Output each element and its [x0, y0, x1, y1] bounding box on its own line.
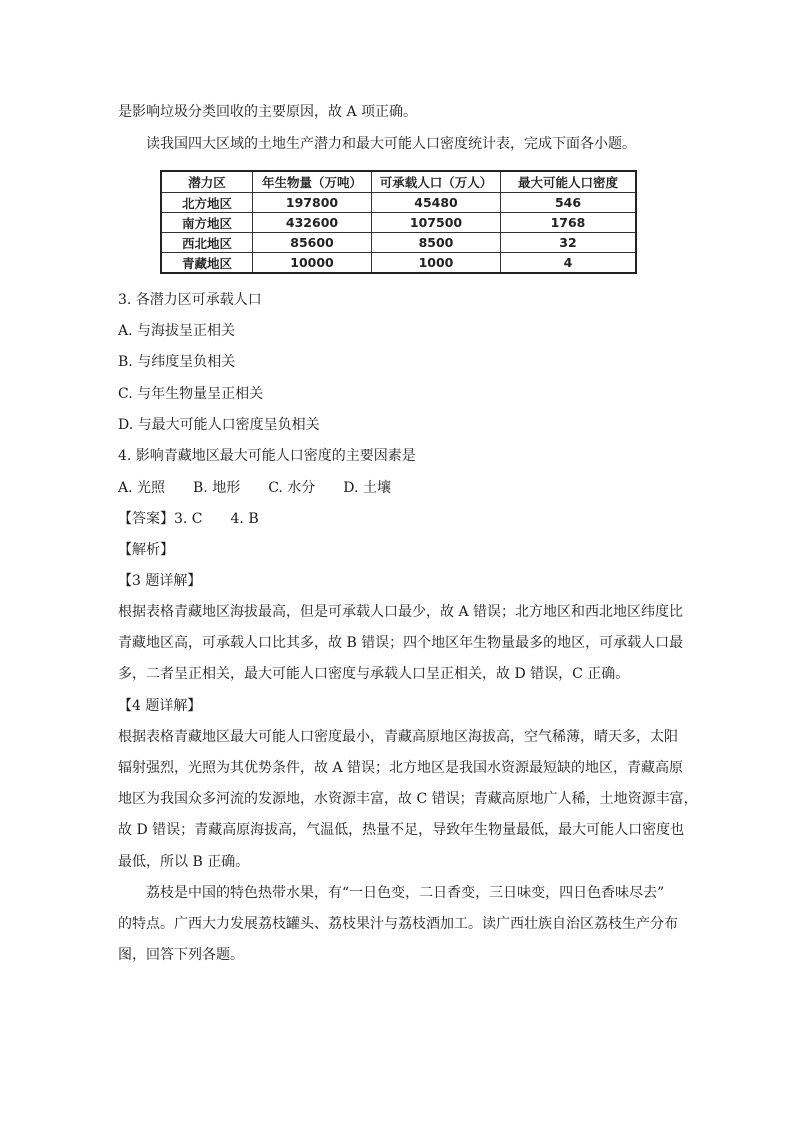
litchi-intro-line: 的特点。广西大力发展荔枝罐头、荔枝果汁与荔枝酒加工。读广西壮族自治区荔枝生产分布 — [118, 916, 678, 932]
table-row — [161, 193, 636, 213]
paragraph-continuation: 是影响垃圾分类回收的主要原因，故 A 项正确。 — [118, 104, 418, 120]
table-intro: 读我国四大区域的土地生产潜力和最大可能人口密度统计表，完成下面各小题。 — [146, 136, 636, 152]
question-3-option-a: A. 与海拔呈正相关 — [118, 323, 236, 339]
question-4-detail-line: 根据表格青藏地区最大可能人口密度最小，青藏高原地区海拔高，空气稀薄，晴天多，太阳 — [118, 729, 678, 745]
question-3-detail-heading: 【3 题详解】 — [118, 573, 202, 589]
question-3-option-b: B. 与纬度呈负相关 — [118, 354, 236, 370]
header-cell: 可承载人口（万人） — [372, 171, 501, 193]
question-4-detail-line: 故 D 错误；青藏高原海拔高，气温低，热量不足，导致年生物量最低，最大可能人口密度也 — [118, 822, 685, 838]
question-4-detail-heading: 【4 题详解】 — [118, 698, 202, 714]
table-cell: 1000 — [372, 253, 501, 274]
question-3-detail-line: 青藏地区高，可承载人口比其多，故 B 错误；四个地区年生物量最多的地区，可承载人口最 — [118, 635, 684, 651]
question-4-detail-line: 最低，所以 B 正确。 — [118, 854, 250, 870]
table-header-row — [161, 171, 636, 193]
header-cell: 年生物量（万吨） — [253, 171, 372, 193]
question-3-option-c: C. 与年生物量呈正相关 — [118, 386, 264, 402]
table-cell: 197800 — [253, 193, 372, 213]
header-cell: 最大可能人口密度 — [501, 171, 637, 193]
table-cell: 1768 — [501, 213, 637, 233]
question-4-detail-line: 地区为我国众多河流的发源地，水资源丰富，故 C 错误；青藏高原地广人稀，土地资源丰富， — [118, 791, 698, 807]
table-cell: 45480 — [372, 193, 501, 213]
question-3-detail-line: 根据表格青藏地区海拔最高，但是可承载人口最少，故 A 错误；北方地区和西北地区纬度比 — [118, 604, 684, 620]
table-cell: 南方地区 — [161, 213, 253, 233]
table-row — [161, 233, 636, 253]
table-cell: 北方地区 — [161, 193, 253, 213]
question-3-option-d: D. 与最大可能人口密度呈负相关 — [118, 417, 320, 433]
table-cell: 546 — [501, 193, 637, 213]
table-cell: 85600 — [253, 233, 372, 253]
table-row — [161, 213, 636, 233]
litchi-intro-line: 荔枝是中国的特色热带水果，有“一日色变，二日香变，三日味变，四日色香味尽去” — [146, 885, 665, 901]
question-4-stem: 4. 影响青藏地区最大可能人口密度的主要因素是 — [118, 448, 416, 464]
table-cell: 青藏地区 — [161, 253, 253, 274]
table-cell: 32 — [501, 233, 637, 253]
table-cell: 4 — [501, 253, 637, 274]
table-cell: 107500 — [372, 213, 501, 233]
litchi-intro-line: 图，回答下列各题。 — [118, 947, 244, 963]
table-cell: 432600 — [253, 213, 372, 233]
statistics-table — [160, 170, 637, 274]
table-row — [161, 253, 636, 274]
question-4-detail-line: 辐射强烈，光照为其优势条件，故 A 错误；北方地区是我国水资源最短缺的地区，青藏高原 — [118, 760, 684, 776]
analysis-heading: 【解析】 — [118, 542, 174, 558]
question-3-stem: 3. 各潜力区可承载人口 — [118, 292, 262, 308]
question-3-detail-line: 多，二者呈正相关，最大可能人口密度与承载人口呈正相关，故 D 错误，C 正确。 — [118, 666, 630, 682]
table-cell: 西北地区 — [161, 233, 253, 253]
question-4-options: A. 光照 B. 地形 C. 水分 D. 土壤 — [118, 480, 391, 496]
header-cell: 潜力区 — [161, 171, 253, 193]
answer-line: 【答案】3. C 4. B — [118, 511, 259, 527]
table-cell: 8500 — [372, 233, 501, 253]
table-cell: 10000 — [253, 253, 372, 274]
